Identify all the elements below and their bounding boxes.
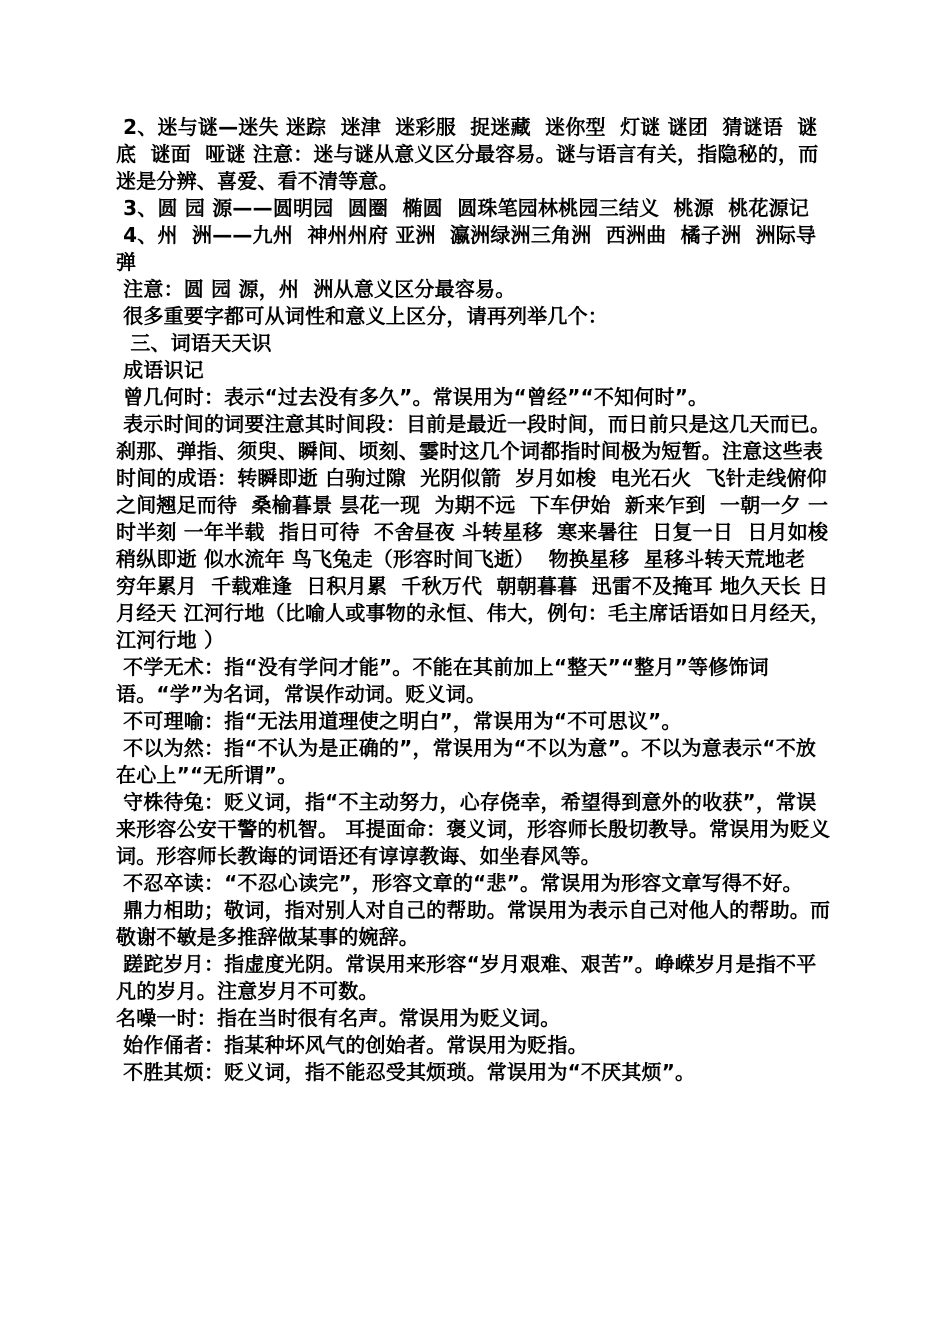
idiom-entry: 不忍卒读：“不忍心读完”，形容文章的“悲”。常误用为形容文章写得不好。 <box>116 871 803 895</box>
idiom-entry: 曾几何时：表示“过去没有多久”。常误用为“曾经”“不知何时”。 <box>116 385 709 409</box>
idiom-entry: 不学无术：指“没有学问才能”。不能在其前加上“整天”“整月”等修饰词语。“学”为名词，常误作动词。贬义词。 <box>116 655 769 706</box>
idiom-entry: 守株待兔：贬义词，指“不主动努力，心存侥幸，希望得到意外的收获”，常误来形容公安干警的机智。 耳提面命：褒义词，形容师长殷切教导。常误用为贬义词。形容师长教诲的词语还有谆谆教诲、如坐春风等。 <box>116 790 831 868</box>
idiom-entry: 不以为然：指“不认为是正确的”，常误用为“不以为意”。不以为意表示“不放在心上”“无所谓”。 <box>116 736 817 787</box>
section-heading: 三、词语天天识 <box>116 331 272 355</box>
paragraph-yuan: 3、圆 园 源——圆明园 圆圈 椭圆 圆珠笔园林桃园三结义 桃源 桃花源记 <box>116 196 810 220</box>
idiom-entry: 名噪一时：指在当时很有名声。常误用为贬义词。 <box>116 1006 561 1030</box>
paragraph-mi-mi: 2、迷与谜—迷失 迷踪 迷津 迷彩服 捉迷藏 迷你型 灯谜 谜团 猜谜语 谜底 谜面 哑谜 注意：迷与谜从意义区分最容易。谜与语言有关，指隐秘的，而迷是分辨、喜爱、看不清等意。 <box>116 115 819 193</box>
idiom-entry: 鼎力相助；敬词，指对别人对自己的帮助。常误用为表示自己对他人的帮助。而敬谢不敏是多推辞做某事的婉辞。 <box>116 898 831 949</box>
idiom-entry: 蹉跎岁月：指虚度光阴。常误用来形容“岁月艰难、艰苦”。峥嵘岁月是指不平凡的岁月。注意岁月不可数。 <box>116 952 817 1003</box>
idiom-entry: 不可理喻：指“无法用道理使之明白”，常误用为“不可思议”。 <box>116 709 682 733</box>
subsection-heading: 成语识记 <box>116 358 204 382</box>
idiom-entry: 不胜其烦：贬义词，指不能忍受其烦琐。常误用为“不厌其烦”。 <box>116 1060 696 1084</box>
document-page <box>116 114 836 1086</box>
paragraph-prompt: 很多重要字都可从词性和意义上区分，请再列举几个： <box>116 304 608 328</box>
idiom-entry: 始作俑者：指某种坏风气的创始者。常误用为贬指。 <box>116 1033 588 1057</box>
paragraph-time-words: 表示时间的词要注意其时间段：目前是最近一段时间，而日前只是这几天而已。刹那、弹指、须臾、瞬间、顷刻、霎时这几个词都指时间极为短暂。注意这些表时间的成语：转瞬即逝 白驹过隙 光阴似箭 岁月如梭 电光石火 飞针走线俯仰之间翘足而待 桑榆暮景 昙花一现 为期不远 下车伊始 新来乍到 一朝一夕 一时半刻 一年半载 指日可待 不舍昼夜 斗转星移 寒来暑往 日复一日 日月如梭稍纵即逝 似水流年 鸟飞兔走（形容时间飞逝） 物换星移 星移斗转天荒地老 穷年累月 千载难逢 日积月累 千秋万代 朝朝暮暮 迅雷不及掩耳 地久天长 日月经天 江河行地（比喻人或事物的永恒、伟大，例句：毛主席话语如日月经天，江河行地 ） <box>116 412 831 652</box>
paragraph-note: 注意：圆 园 源，州 洲从意义区分最容易。 <box>116 277 516 301</box>
paragraph-zhou: 4、州 洲——九州 神州州府 亚洲 瀛洲绿洲三角洲 西洲曲 橘子洲 洲际导弹 <box>116 223 817 274</box>
